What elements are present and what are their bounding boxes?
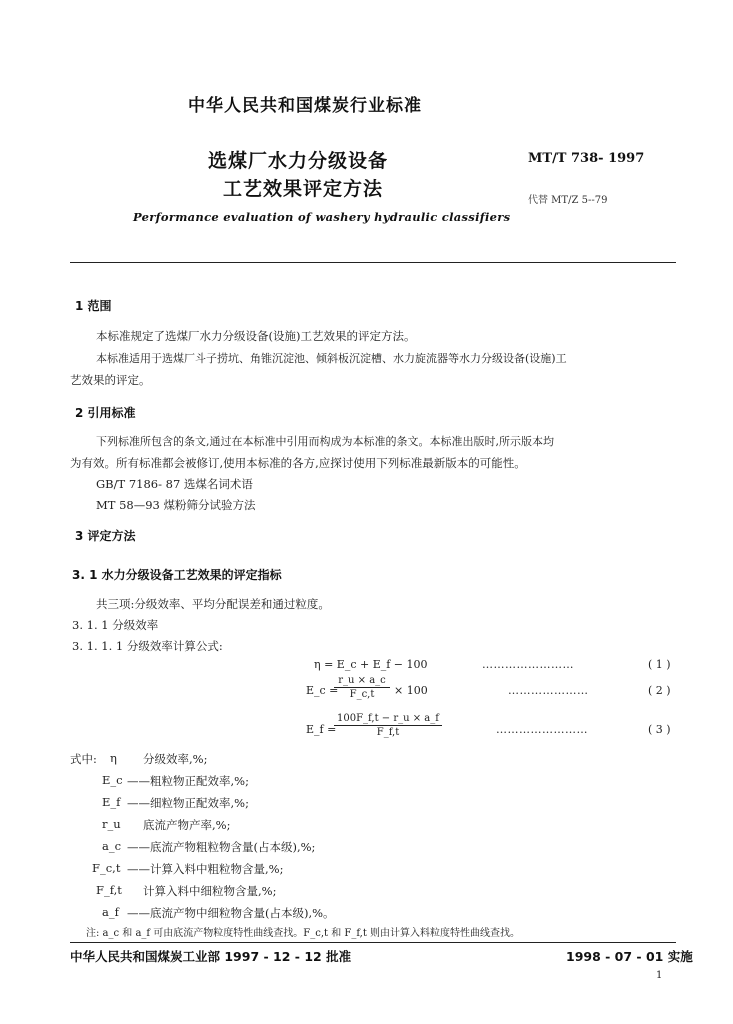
formula-3-fraction xyxy=(334,713,442,738)
def-description: ——细粒物正配效率,%; xyxy=(127,796,249,810)
def-description: ——底流产物粗粒物含量(占本级),%; xyxy=(127,840,316,854)
page-number: 1 xyxy=(656,970,663,981)
formula-2-rhs: × 100 xyxy=(394,684,428,697)
section-3-1-1-heading: 3. 1. 1 分级效率 xyxy=(72,618,159,632)
section-3-1-para: 共三项:分级效率、平均分配误差和通过粒度。 xyxy=(96,597,330,611)
formula-2-number: ( 2 ) xyxy=(648,684,671,697)
formula-2-fraction-bar xyxy=(334,687,390,688)
section-2-heading: 2 引用标准 xyxy=(75,406,136,420)
def-symbol: a_c xyxy=(102,839,122,853)
def-description: ——粗粒物正配效率,%; xyxy=(127,774,249,788)
formula-3-fraction-bar xyxy=(334,725,442,726)
formula-1: η = E_c + E_f − 100 xyxy=(314,658,428,671)
footer-divider xyxy=(70,942,676,943)
definitions-intro: 式中: xyxy=(70,752,97,766)
reference-gb-7186: GB/T 7186- 87 选煤名词术语 xyxy=(96,477,253,491)
formula-2-denominator: F_c,t xyxy=(349,689,375,700)
formula-3-leader: …………………… xyxy=(496,723,588,736)
def-symbol: E_c xyxy=(102,773,123,787)
english-title: Performance evaluation of washery hydraulic classifiers xyxy=(133,210,511,224)
implementation-date: 1998 - 07 - 01 实施 xyxy=(566,949,693,964)
section-3-1-heading: 3. 1 水力分级设备工艺效果的评定指标 xyxy=(72,568,282,582)
formula-1-number: ( 1 ) xyxy=(648,658,671,671)
formula-3-lhs: E_f = xyxy=(306,723,337,736)
section-3-heading: 3 评定方法 xyxy=(75,529,136,543)
formula-2-leader: ………………… xyxy=(508,684,589,697)
def-symbol: r_u xyxy=(102,817,121,831)
formula-2-lhs: E_c = xyxy=(306,684,339,697)
formula-3-number: ( 3 ) xyxy=(648,723,671,736)
formula-1-leader: …………………… xyxy=(482,658,574,671)
def-symbol: F_c,t xyxy=(92,861,121,875)
def-symbol: a_f xyxy=(102,905,119,919)
section-1-para-1: 本标准规定了选煤厂水力分级设备(设施)工艺效果的评定方法。 xyxy=(96,329,416,343)
doc-title-line1: 选煤厂水力分级设备 xyxy=(208,150,389,172)
section-1-heading: 1 范围 xyxy=(75,299,112,313)
formula-2-numerator: r_u × a_c xyxy=(338,675,386,686)
header-divider xyxy=(70,262,676,263)
def-description: 底流产物产率,%; xyxy=(143,818,231,832)
standard-code: MT/T 738- 1997 xyxy=(528,151,645,166)
section-1-para-2b: 艺效果的评定。 xyxy=(70,373,151,387)
section-1-para-2a: 本标准适用于选煤厂斗子捞坑、角锥沉淀池、倾斜板沉淀槽、水力旋流器等水力分级设备(设施)工 xyxy=(96,352,567,365)
formula-3-numerator: 100F_f,t − r_u × a_f xyxy=(337,713,439,724)
def-symbol: F_f,t xyxy=(96,883,122,897)
section-2-para-1a: 下列标准所包含的条文,通过在本标准中引用而构成为本标准的条文。本标准出版时,所示版本均 xyxy=(96,435,554,448)
def-description: ——计算入料中粗粒物含量,%; xyxy=(127,862,284,876)
def-description: 计算入料中细粒物含量,%; xyxy=(143,884,277,898)
def-symbol: E_f xyxy=(102,795,121,809)
def-description: 分级效率,%; xyxy=(143,752,208,766)
section-2-para-1b: 为有效。所有标准都会被修订,使用本标准的各方,应探讨使用下列标准最新版本的可能性。 xyxy=(70,456,526,470)
replaces-code: 代替 MT/Z 5--79 xyxy=(528,195,608,206)
def-symbol: η xyxy=(110,751,117,765)
reference-mt-58: MT 58—93 煤粉筛分试验方法 xyxy=(96,498,256,512)
formula-2-fraction xyxy=(334,675,390,700)
formula-3-denominator: F_f,t xyxy=(376,727,400,738)
doc-title-line2: 工艺效果评定方法 xyxy=(223,178,384,200)
section-3-1-1-1-heading: 3. 1. 1. 1 分级效率计算公式: xyxy=(72,639,223,653)
industry-standard-title: 中华人民共和国煤炭行业标准 xyxy=(188,96,422,116)
def-description: ——底流产物中细粒物含量(占本级),%。 xyxy=(127,906,335,920)
approval-line: 中华人民共和国煤炭工业部 1997 - 12 - 12 批准 xyxy=(70,949,352,964)
note-text: 注: a_c 和 a_f 可由底流产物粒度特性曲线查找。F_c,t 和 F_f,t 则由计算入料粒度特性曲线查找。 xyxy=(86,928,521,939)
